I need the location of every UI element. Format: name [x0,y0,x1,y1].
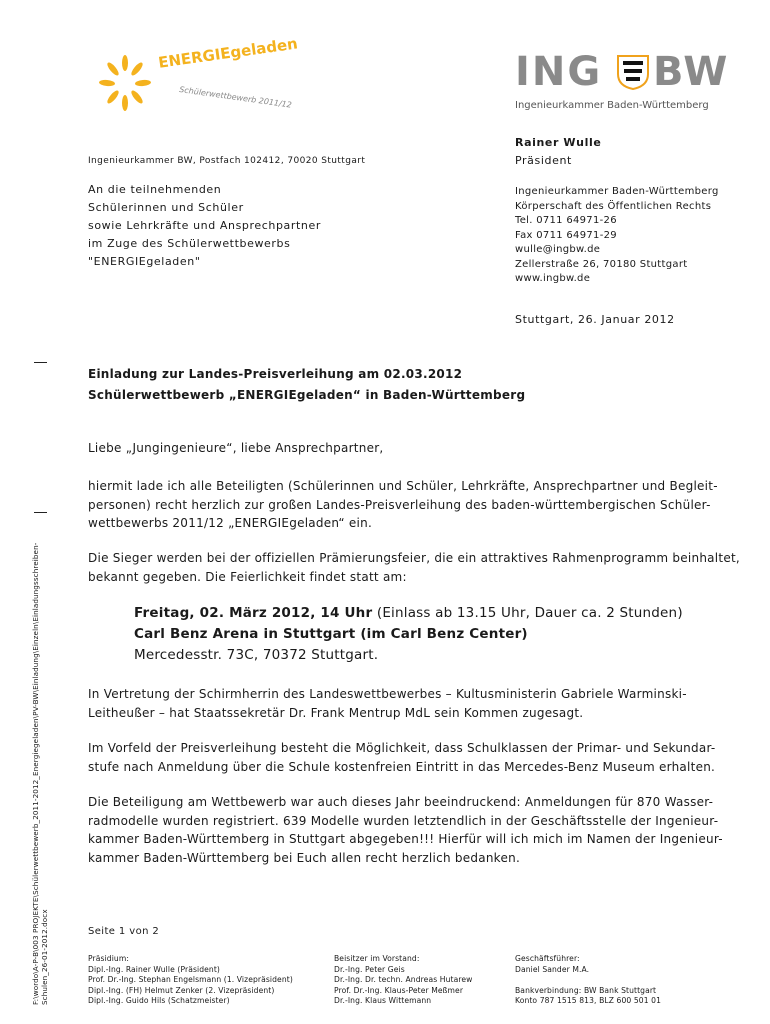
contact-block [515,185,719,287]
coat-of-arms-icon [616,54,650,90]
contact-line: Zellerstraße 26, 70180 Stuttgart [515,258,688,270]
text-line: Die Sieger werden bei der offiziellen Prämierungsfeier, die ein attraktives Rahmenprogramm beinhaltet, [88,551,740,565]
recipient-line: An die teilnehmenden [88,183,222,196]
file-path [31,543,49,1005]
text-line: personen) recht herzlich zur großen Landes-Preisverleihung des baden-württembergischen Schüler- [88,497,711,512]
event-date-bold: Freitag, 02. März 2012, 14 Uhr [134,605,373,621]
ingbw-logo [515,49,730,120]
recipient-address [88,181,321,271]
text-line: Leitheußer – hat Staatssekretär Dr. Frank Mentrup MdL sein Kommen zugesagt. [88,705,584,720]
footer-line: Geschäftsführer: [515,954,580,963]
text-line: bekannt gegeben. Die Feierlichkeit findet statt am: [88,569,407,584]
president-title: Präsident [515,154,572,167]
footer-board [334,954,472,1007]
greeting: Liebe „Jungingenieure“, liebe Ansprechpartner, [88,441,384,455]
text-line: kammer Baden-Württemberg bei Euch allen recht herzlich bedanken. [88,850,521,865]
event-details [134,603,683,666]
contact-email[interactable]: wulle@ingbw.de [515,244,601,255]
footer-line: Dr.-Ing. Klaus Wittemann [334,996,432,1005]
footer-line: Bankverbindung: BW Bank Stuttgart [515,985,657,995]
footer-line: Dr.-Ing. Peter Geis [334,964,405,974]
footer-line: Dipl.-Ing. Guido Hils (Schatzmeister) [88,996,230,1005]
fold-mark [34,362,47,363]
text-line: stufe nach Anmeldung über die Schule kostenfreien Eintritt in das Mercedes-Benz Museum erhalten. [88,759,716,774]
contact-website[interactable]: www.ingbw.de [515,273,591,284]
footer-line: Dr.-Ing. Dr. techn. Andreas Hutarew [334,975,473,984]
logo-subtitle: Schülerwettbewerb 2011/12 [178,85,293,110]
letter-date: Stuttgart, 26. Januar 2012 [515,313,675,326]
footer-line [515,975,661,986]
fold-mark [34,512,47,513]
subject-line: Schülerwettbewerb „ENERGIEgeladen“ in Baden-Württemberg [88,388,526,402]
logo-word-energie: ENERGIE [157,43,232,72]
text-line: kammer Baden-Württemberg in Stuttgart abgegeben!!! Hierfür will ich mich im Namen der Ingenieur- [88,832,723,846]
recipient-line: Schülerinnen und Schüler [88,201,244,214]
paragraph-patron [88,685,718,722]
footer-line: Konto 787 1515 813, BLZ 600 501 01 [515,996,662,1005]
paragraph-award [88,549,740,586]
subject [88,364,525,406]
logo-word-geladen: geladen [229,34,299,62]
paragraph-invitation [88,477,718,533]
footer-line: Beisitzer im Vorstand: [334,954,420,963]
contact-line: Ingenieurkammer Baden-Württemberg [515,186,719,197]
footer-presidium [88,954,293,1007]
footer-line: Dipl.-Ing. Rainer Wulle (Präsident) [88,964,220,974]
text-line: Im Vorfeld der Preisverleihung besteht die Möglichkeit, dass Schulklassen der Primar- und Sekundar- [88,741,716,755]
recipient-line: im Zuge des Schülerwettbewerbs [88,237,291,250]
logo-bw-text: BW [653,49,730,95]
footer-management [515,954,661,1007]
sender-line: Ingenieurkammer BW, Postfach 102412, 70020 Stuttgart [88,156,366,166]
event-date-rest: (Einlass ab 13.15 Uhr, Dauer ca. 2 Stunden) [372,605,683,621]
footer-line: Daniel Sander M.A. [515,964,590,974]
page-number: Seite 1 von 2 [88,926,160,937]
text-line: radmodelle wurden registriert. 639 Modelle wurden letztendlich in der Geschäftsstelle der Ingenieur- [88,813,719,828]
logo-subtitle-ingbw: Ingenieurkammer Baden-Württemberg [515,100,709,111]
logo-ing-text: ING [515,49,603,95]
text-line: In Vertretung der Schirmherrin des Landeswettbewerbes – Kultusministerin Gabriele Warminski- [88,687,687,701]
recipient-line: sowie Lehrkräfte und Ansprechpartner [88,219,321,232]
file-path-line: Schulen_26-01-2012.docx [40,909,49,1005]
event-date [134,603,683,624]
event-venue: Carl Benz Arena in Stuttgart (im Carl Benz Center) [134,626,528,642]
contact-line: Körperschaft des Öffentlichen Rechts [515,200,712,212]
text-line: wettbewerbs 2011/12 „ENERGIEgeladen“ ein. [88,516,373,530]
text-line: hiermit lade ich alle Beteiligten (Schülerinnen und Schüler, Lehrkräfte, Ansprechpartner und Begleit- [88,479,718,493]
subject-line: Einladung zur Landes-Preisverleihung am 02.03.2012 [88,367,463,381]
footer-line: Präsidium: [88,954,129,963]
energiegeladen-logo [95,34,299,125]
recipient-line: "ENERGIEgeladen" [88,255,201,268]
footer-line: Prof. Dr.-Ing. Klaus-Peter Meßmer [334,985,464,995]
paragraph-participation [88,793,723,867]
text-line: Die Beteiligung am Wettbewerb war auch dieses Jahr beeindruckend: Anmeldungen für 870 Wasser- [88,795,714,809]
contact-line: Tel. 0711 64971-26 [515,215,617,226]
footer-line: Dipl.-Ing. (FH) Helmut Zenker (2. Vizepräsident) [88,985,275,995]
president-name: Rainer Wulle [515,136,602,149]
paragraph-museum [88,739,718,776]
contact-line: Fax 0711 64971-29 [515,229,617,241]
event-address: Mercedesstr. 73C, 70372 Stuttgart. [134,647,379,663]
footer-line: Prof. Dr.-Ing. Stephan Engelsmann (1. Vizepräsident) [88,975,293,984]
file-path-line: F:\wordo\A-P-B\003 PROJEKTE\Schülerwettbewerb_2011-2012_Energiegeladen\PV-BW\Einladung\Einzeln\Einladungsschreiben- [31,542,40,1005]
